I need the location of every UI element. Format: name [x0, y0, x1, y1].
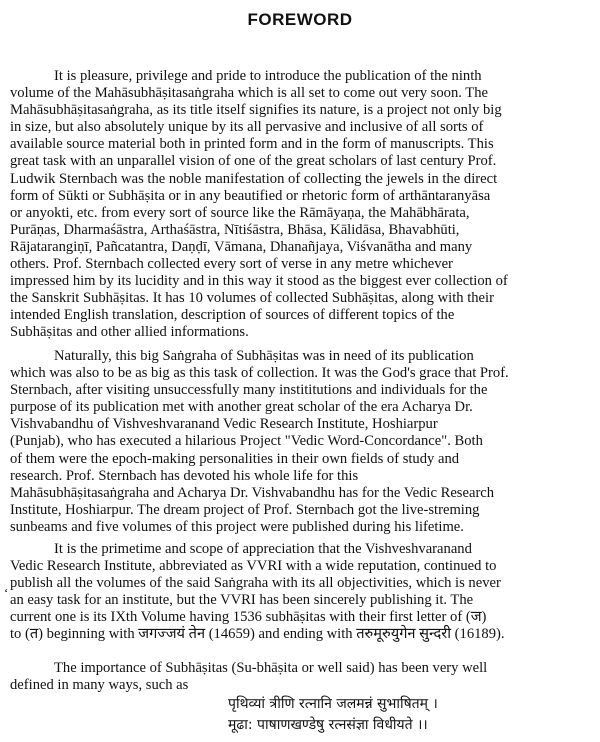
- verse-line-1: पृथिव्यां त्रीणि रत्नानि जलमन्नं सुभाषितम् ।: [228, 696, 438, 712]
- text-line: the Sanskrit Subhāṣitas. It has 10 volumes of collected Subhāṣitas, along with their: [10, 290, 494, 307]
- text-line: intended English translation, description of sources of different topics of the: [10, 307, 455, 324]
- paragraph-2: [10, 348, 590, 536]
- text-line: Sternbach, after visiting unsuccessfully many instititutions and individuals for the: [10, 382, 488, 399]
- text-line: of them were the epoch-making personalities in their own fields of study and: [10, 450, 460, 467]
- text-line: defined in many ways, such as: [10, 677, 189, 694]
- verse-line-2: मूढा: पाषाणखण्डेषु रत्नसंज्ञा विधीयते ।।: [228, 717, 428, 733]
- text-line: to (त) beginning with जगज्जयं तेन (14659) and ending with तरुमूरुयुगेन सुन्दरी (16189).: [10, 626, 505, 643]
- text-line: which was also to be as big as this task of collection. It was the God's grace that Prof.: [10, 365, 509, 382]
- text-line: in size, but also absolutely unique by its all pervasive and inclusive of all sorts of: [10, 119, 484, 136]
- margin-mark: ʻ: [4, 585, 9, 600]
- text-line: It is pleasure, privilege and pride to introduce the publication of the ninth: [54, 68, 482, 84]
- text-line: Subhāṣitas and other allied informations.: [10, 324, 249, 341]
- sanskrit-verse: [228, 695, 588, 734]
- text-line: form of Sūkti or Subhāṣita or in any beautified or rhetoric form of arthāntaranyāsa: [10, 187, 491, 204]
- text-line: Naturally, this big Saṅgraha of Subhāṣitas was in need of its publication: [54, 348, 474, 364]
- text-line: Ludwik Sternbach was the noble manifestation of collecting the jewels in the direct: [10, 170, 498, 187]
- text-line: Rājatarangiṇī, Pañcatantra, Daṇḍī, Vāmana, Dhanañjaya, Viśvanātha and many: [10, 238, 473, 255]
- text-line: The importance of Subhāṣitas (Su-bhāṣita or well said) has been very well: [54, 660, 488, 676]
- text-line: available source material both in printed form and in the form of manuscripts. This: [10, 136, 494, 153]
- text-line: Mahāsubhāṣitasaṅgraha and Acharya Dr. Vishvabandhu has for the Vedic Research: [10, 484, 495, 501]
- text-line: impressed him by its lucidity and in this way it stood as the biggest ever collection of: [10, 273, 508, 290]
- text-line: others. Prof. Sternbach collected every sort of verse in any metre whichever: [10, 256, 453, 273]
- text-line: current one is its IXth Volume having 1536 subhāṣitas with their first letter of (ज): [10, 609, 487, 626]
- text-line: Vishvabandhu of Vishveshvaranand Vedic Research Institute, Hoshiarpur: [10, 416, 438, 433]
- text-line: Vedic Research Institute, abbreviated as VVRI with a wide reputation, continued to: [10, 558, 497, 575]
- text-line: or anyokti, etc. from every sort of source like the Rāmāyaṇa, the Mahābhārata,: [10, 204, 470, 221]
- text-line: sunbeams and five volumes of this project were published during his lifetime.: [10, 518, 464, 535]
- text-line: volume of the Mahāsubhāṣitasaṅgraha which is all set to come out very soon. The: [10, 85, 488, 102]
- paragraph-4: [10, 660, 590, 694]
- text-line: publish all the volumes of the said Saṅgraha with its all objectivities, which is never: [10, 575, 501, 592]
- text-line: It is the primetime and scope of appreciation that the Vishveshvaranand: [54, 541, 472, 557]
- text-line: great task with an unparallel vision of one of the great scholars of last century Prof.: [10, 153, 497, 170]
- page-title: FOREWORD: [247, 10, 353, 29]
- text-line: Mahāsubhāṣitasaṅgraha, as its title itself signifies its nature, is a project not only big: [10, 102, 502, 119]
- text-line: Purāṇas, Dharmaśāstra, Arthaśāstra, Nītiśāstra, Bhāsa, Kālidāsa, Bhavabhūti,: [10, 221, 460, 238]
- text-line: research. Prof. Sternbach has devoted his whole life for this: [10, 467, 359, 484]
- text-line: purpose of its publication met with another great scholar of the era Acharya Dr.: [10, 399, 473, 416]
- paragraph-1: [10, 68, 590, 342]
- text-line: (Punjab), who has executed a hilarious Project "Vedic Word-Concordance". Both: [10, 433, 483, 450]
- paragraph-3: [10, 541, 590, 644]
- text-line: an easy task for an institute, but the VVRI has been sincerely publishing it. The: [10, 592, 474, 609]
- text-line: Institute, Hoshiarpur. The dream project of Prof. Sternbach got the live-streming: [10, 501, 480, 518]
